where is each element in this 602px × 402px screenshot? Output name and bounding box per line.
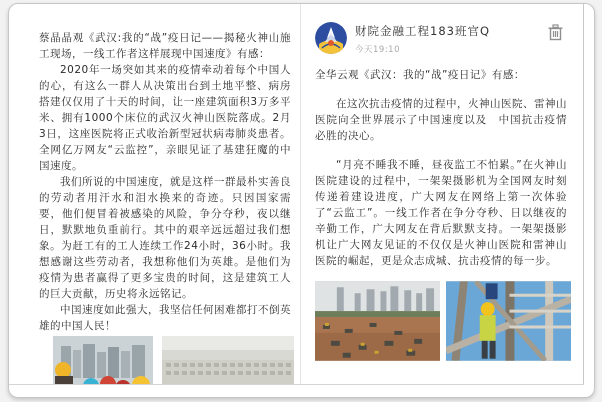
hospital-building-panorama-photo[interactable] bbox=[162, 336, 294, 385]
construction-site-excavators-photo[interactable] bbox=[315, 281, 440, 361]
trash-icon bbox=[548, 24, 563, 41]
diary-book bbox=[8, 3, 595, 398]
post-meta bbox=[355, 22, 490, 55]
post-paragraph: 在这次抗击疫情的过程中，火神山医院、雷神山医院向全世界展示了中国速度以及 中国抗击疫情必胜的决心。 bbox=[315, 98, 567, 142]
class-emblem-avatar[interactable] bbox=[315, 22, 347, 54]
essay-paragraph: 中国速度如此强大，我坚信任何困难都打不倒英雄的中国人民！ bbox=[39, 304, 291, 332]
post-author-name[interactable]: 财院金融工程183班官Q bbox=[355, 24, 491, 38]
worker-steel-structure-photo[interactable] bbox=[446, 281, 571, 361]
diary-page-right bbox=[301, 4, 584, 385]
post-paragraph: “月亮不睡我不睡，昼夜监工不怕累。”在火神山医院建设的过程中，一架架摄影机为全国网友时刻传递着建设进度，广大网友在网络上第一次体验了“云监工”。一线工作者在争分夺秒、日以继夜的辛勤工作，广大网友在背后默默支持。一架架摄影机让广大网友见证的不仅仅是火神山医院和雷神山医院的崛起，更是众志成城、抗击疫情的每一步。 bbox=[315, 159, 567, 267]
post-timestamp: 今天19:10 bbox=[355, 45, 400, 55]
delete-post-button[interactable] bbox=[548, 24, 563, 44]
diary-pages bbox=[9, 4, 594, 397]
diary-page-left bbox=[9, 4, 301, 385]
post-header bbox=[315, 22, 571, 55]
essay-title-line: 蔡晶晶观《武汉:我的“战”疫日记——揭秘火神山施工现场，一线工作者这样展现中国速度》有感： bbox=[39, 32, 291, 60]
page-edge-gutter bbox=[584, 4, 594, 397]
essay-paragraph: 2020年一场突如其来的疫情牵动着每个中国人的心，有这么一群人从决策出台到土地平整、病房搭建仅仅用了十天的时间，让一座建筑面积3万多平米、拥有1000个床位的武汉火神山医院落成。2月3日，这座医院将正式收治新型冠状病毒肺炎患者。全网亿万网友“云监控”，亲眼见证了基建狂魔的中国速度。 bbox=[39, 64, 291, 172]
right-photo-strip bbox=[315, 281, 571, 361]
workers-hardhats-cityscape-photo[interactable] bbox=[53, 336, 153, 385]
left-photo-strip bbox=[53, 336, 294, 385]
essay-paragraph: 我们所说的中国速度，就是这样一群最朴实善良的劳动者用汗水和泪水换来的奇迹。只因国家需要，他们便冒着被感染的风险，争分夺秒，夜以继日，默默地负重前行。其中的艰辛远远超过我们想象。为赶工有的工人连续工作24小时，36小时。我想感谢这些劳动者，我想称他们为英雄。是他们为疫情为患者赢得了更多宝贵的时间，这是建筑工人的巨大贡献，历史将永远铭记。 bbox=[39, 176, 291, 300]
post-intro-line: 全华云观《武汉：我的“战”疫日记》有感： bbox=[315, 69, 525, 81]
